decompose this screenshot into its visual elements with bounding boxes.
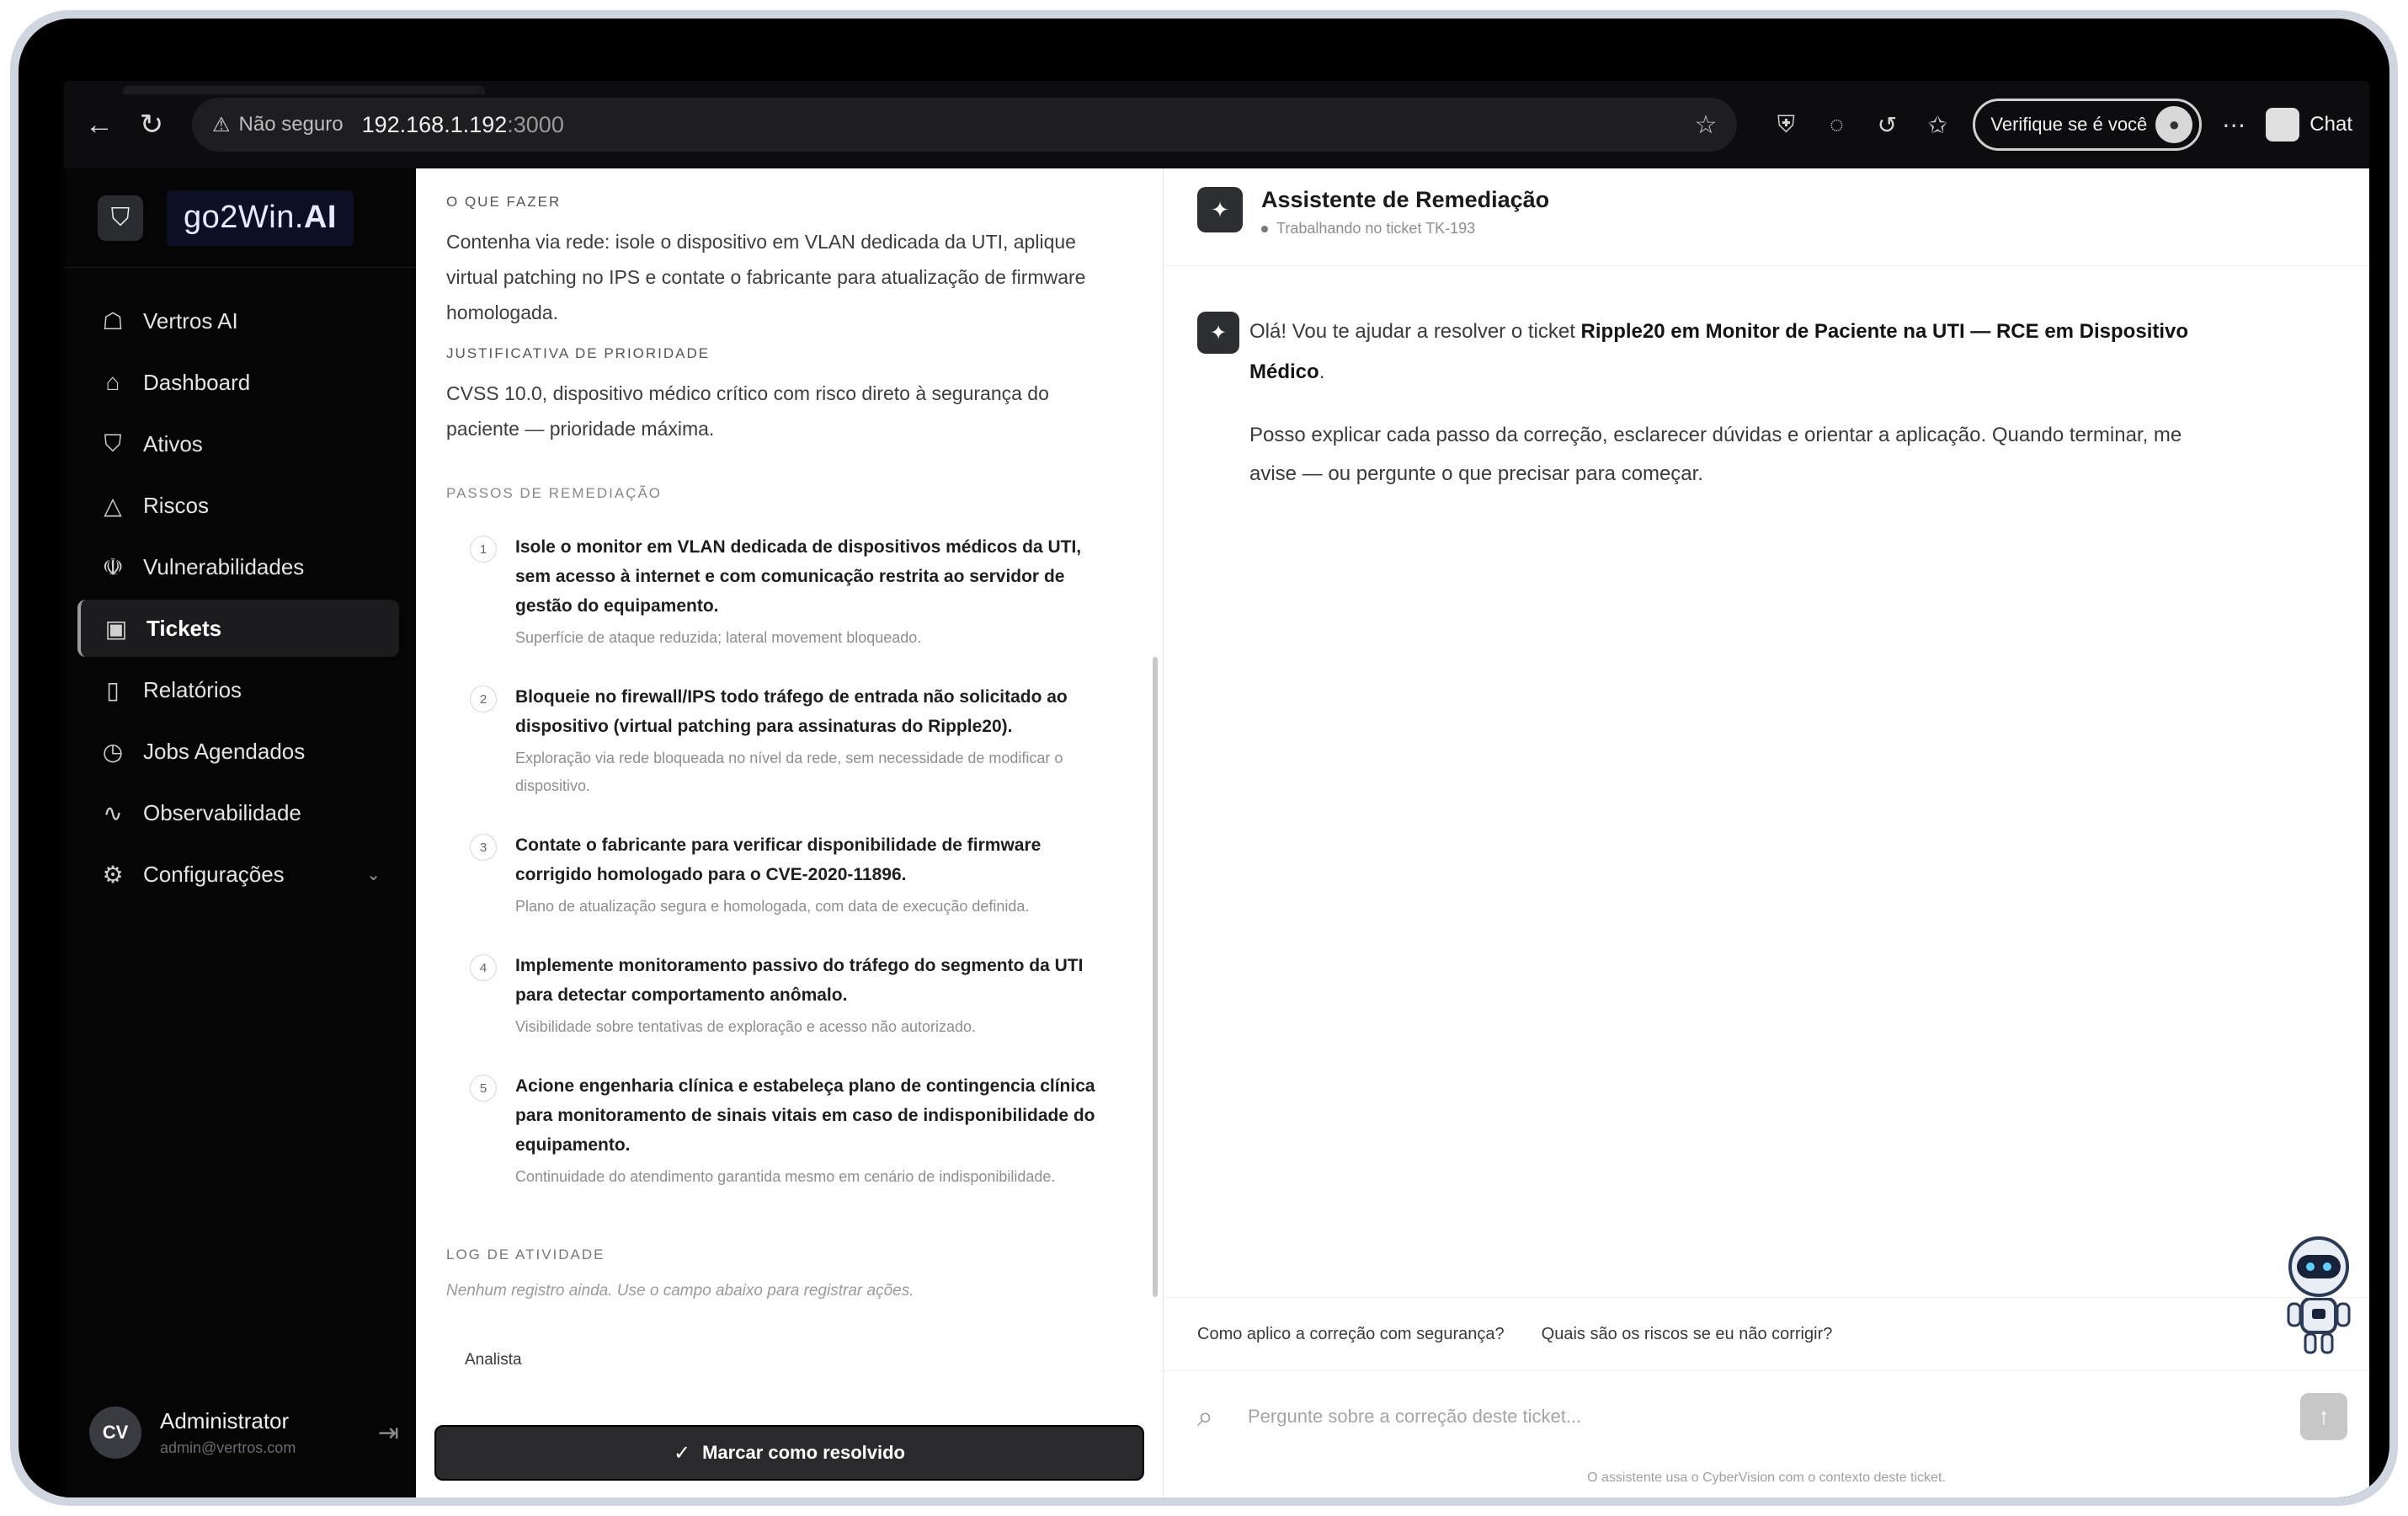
- sidebar-item-label: Riscos: [143, 492, 210, 518]
- sidebar-item-vertros-ai[interactable]: [77, 292, 399, 350]
- warning-icon: ⚠: [212, 113, 231, 136]
- step-outcome: Continuidade do atendimento garantida mesmo em cenário de indisponibilidade.: [515, 1168, 1056, 1185]
- greeting-text: [1249, 312, 2226, 392]
- user-profile[interactable]: [89, 1395, 399, 1471]
- extension-shield-icon[interactable]: ⛨: [1777, 110, 1795, 137]
- step-title: Acione engenharia clínica e estabeleça plano de contingencia clínica para monitoramento de sinais vitais em caso de indisponibilidade do equipamento.: [515, 1076, 1095, 1155]
- step-number: 2: [470, 686, 497, 713]
- gear-icon: ⚙: [102, 861, 124, 888]
- user-meta: [160, 1408, 296, 1457]
- sparkle-icon: ✦: [1197, 187, 1243, 232]
- mark-resolved-label: Marcar como resolvido: [702, 1442, 905, 1463]
- sidebar-item-jobs-agendados[interactable]: [77, 723, 399, 780]
- not-secure-label: Não seguro: [238, 113, 344, 136]
- assistant-message: [1164, 266, 2369, 494]
- assistant-heading: [1243, 187, 1549, 238]
- sidebar-item-configuracoes[interactable]: [77, 846, 399, 903]
- step-number: 3: [470, 834, 497, 861]
- sidebar-item-label: Vertros AI: [143, 307, 238, 334]
- brand-name[interactable]: [167, 190, 354, 246]
- address-bar[interactable]: [192, 98, 1737, 152]
- step-outcome: Superfície de ataque reduzida; lateral movement bloqueado.: [515, 629, 922, 646]
- steps-label: PASSOS DE REMEDIAÇÃO: [446, 485, 663, 501]
- sidebar-item-riscos[interactable]: [77, 477, 399, 534]
- shield-icon: ⛉: [104, 430, 122, 456]
- url-port: :3000: [507, 111, 564, 137]
- sidebar-item-label: Jobs Agendados: [143, 738, 306, 764]
- copilot-icon: [2266, 108, 2299, 141]
- chat-input-row: [1197, 1381, 2347, 1452]
- home-icon: ⌂: [105, 369, 120, 395]
- reload-icon[interactable]: ↻: [139, 109, 164, 141]
- logout-icon[interactable]: ⇥: [377, 1418, 399, 1447]
- sidebar-item-dashboard[interactable]: [77, 354, 399, 411]
- greeting-suffix: .: [1319, 360, 1325, 383]
- step-outcome: Exploração via rede bloqueada no nível da rede, sem necessidade de modificar o dispositivo.: [515, 750, 1063, 794]
- profile-avatar-icon: ●: [2155, 106, 2192, 143]
- step-title: Contate o fabricante para verificar disponibilidade de firmware corrigido homologado para o CVE-2020-11896.: [515, 835, 1042, 884]
- sidebar-item-label: Tickets: [147, 615, 222, 641]
- activity-icon: ∿: [103, 799, 123, 826]
- sidebar-item-label: Vulnerabilidades: [143, 553, 305, 579]
- assistant-panel: [1164, 168, 2369, 1497]
- analyst-label: Analista: [465, 1351, 522, 1369]
- assistant-footnote: O assistente usa o CyberVision com o contexto deste ticket.: [1587, 1471, 1946, 1485]
- step-number: 4: [470, 954, 497, 981]
- refresh-extension-icon[interactable]: ↺: [1877, 111, 1898, 138]
- sidebar-item-label: Configurações: [143, 861, 285, 887]
- avatar: CV: [89, 1407, 141, 1459]
- paperclip-icon[interactable]: ⌕: [1197, 1400, 1214, 1433]
- greeting-prefix: Olá! Vou te ajudar a resolver o ticket: [1249, 320, 1581, 343]
- document-icon: ▯: [106, 676, 120, 703]
- warning-icon: △: [104, 492, 122, 519]
- favorites-icon[interactable]: ✩: [1927, 111, 1948, 138]
- mark-resolved-button[interactable]: [434, 1425, 1144, 1481]
- screen: [64, 81, 2369, 1497]
- step-title: Bloqueie no firewall/IPS todo tráfego de entrada não solicitado ao dispositivo (virtual patching para assinaturas do Ripple20).: [515, 687, 1068, 736]
- sidebar-item-observabilidade[interactable]: [77, 784, 399, 841]
- device-frame: [10, 10, 2398, 1506]
- app-root: [64, 168, 2369, 1497]
- sidebar-item-relatorios[interactable]: [77, 661, 399, 718]
- remediation-step: [446, 1071, 1121, 1191]
- browser-toolbar: [64, 81, 2369, 168]
- sidebar-item-label: Ativos: [143, 430, 203, 456]
- priority-label: JUSTIFICATIVA DE PRIORIDADE: [446, 345, 711, 361]
- sidebar-nav: [64, 268, 416, 903]
- step-body: [515, 682, 1121, 800]
- assistant-header: [1164, 168, 2369, 266]
- more-options-icon[interactable]: ⋯: [2222, 111, 2246, 138]
- user-email: admin@vertros.com: [160, 1439, 296, 1456]
- sidebar: [64, 168, 416, 1497]
- what-to-do-label: O QUE FAZER: [446, 194, 562, 210]
- brand-suffix: AI: [303, 200, 337, 235]
- arrow-up-icon: ↑: [2318, 1403, 2330, 1429]
- ticket-detail-scroll[interactable]: [416, 168, 1163, 1412]
- chat-input[interactable]: [1248, 1391, 2300, 1442]
- url-host: 192.168.1.192: [361, 111, 508, 137]
- remediation-step: [446, 532, 1121, 652]
- what-to-do-text: Contenha via rede: isole o dispositivo em VLAN dedicada da UTI, aplique virtual patching no IPS e contate o fabricante para atualização de firmware homologada.: [446, 231, 1086, 323]
- sidebar-item-label: Observabilidade: [143, 799, 301, 825]
- assistant-message-text: Posso explicar cada passo da correção, esclarecer dúvidas e orientar a aplicação. Quando terminar, me avise — ou pergunte o que precisar para começar.: [1249, 424, 2182, 485]
- remediation-step: [446, 951, 1121, 1041]
- clock-icon: ◷: [102, 738, 124, 765]
- status-dot: [1261, 226, 1268, 232]
- remediation-step: [446, 830, 1121, 921]
- chat-button[interactable]: [2266, 108, 2352, 141]
- sidebar-item-vulnerabilidades[interactable]: [77, 538, 399, 595]
- step-outcome: Visibilidade sobre tentativas de exploração e acesso não autorizado.: [515, 1018, 977, 1035]
- step-body: [515, 830, 1121, 921]
- priority-text: CVSS 10.0, dispositivo médico crítico com risco direto à segurança do paciente — prioridade máxima.: [446, 382, 1049, 440]
- check-icon: ✓: [674, 1441, 691, 1465]
- sidebar-item-tickets[interactable]: [77, 600, 399, 657]
- assistant-status: [1261, 220, 1549, 238]
- send-button[interactable]: [2300, 1393, 2347, 1440]
- suggestion-chips: [1164, 1297, 2369, 1371]
- assistant-title: Assistente de Remediação: [1261, 187, 1550, 212]
- verify-profile-button[interactable]: [1973, 99, 2202, 151]
- sidebar-item-label: Dashboard: [143, 369, 251, 395]
- step-outcome: Plano de atualização segura e homologada, com data de execução definida.: [515, 898, 1030, 915]
- ticket-detail-panel: [416, 168, 1164, 1497]
- bug-icon: ☫: [102, 553, 124, 580]
- verify-label: Verifique se é você: [1990, 114, 2148, 135]
- step-body: [515, 951, 1121, 1041]
- ticket-name: Ripple20 em Monitor de Paciente na UTI — RCE em Dispositivo Médico: [1249, 320, 2189, 383]
- step-title: Implemente monitoramento passivo do tráfego do segmento da UTI para detectar comportamento anômalo.: [515, 956, 1084, 1005]
- suggestion-chip[interactable]: Quais são os riscos se eu não corrigir?: [1541, 1324, 1833, 1343]
- browser-tab-strip: [123, 86, 485, 94]
- activity-log-empty: Nenhum registro ainda. Use o campo abaixo para registrar ações.: [446, 1282, 914, 1300]
- step-number: 1: [470, 536, 497, 563]
- step-body: [515, 1071, 1121, 1191]
- sidebar-item-ativos[interactable]: [77, 415, 399, 472]
- chat-label: Chat: [2309, 113, 2352, 136]
- robot-icon: ☖: [102, 307, 124, 334]
- ticket-icon: ▣: [104, 615, 128, 642]
- brand-prefix: go2Win.: [184, 200, 304, 235]
- user-name: Administrator: [160, 1408, 290, 1433]
- assistant-status-text: Trabalhando no ticket TK-193: [1276, 220, 1476, 237]
- step-title: Isole o monitor em VLAN dedicada de dispositivos médicos da UTI, sem acesso à internet e com comunicação restrita ao servidor de gestão do equipamento.: [515, 537, 1082, 616]
- remediation-step: [446, 682, 1121, 800]
- sidebar-item-label: Relatórios: [143, 676, 242, 702]
- step-body: [515, 532, 1121, 652]
- favorite-star-icon[interactable]: ☆: [1694, 110, 1718, 139]
- sync-icon[interactable]: ◌: [1830, 111, 1844, 137]
- back-arrow-icon[interactable]: ←: [85, 108, 114, 141]
- brand: [64, 168, 416, 268]
- chevron-down-icon: ⌄: [366, 865, 381, 884]
- scrollbar[interactable]: [1153, 657, 1158, 1297]
- step-number: 5: [470, 1075, 497, 1102]
- device-bezel: [19, 19, 2389, 1497]
- message-body: [1249, 312, 2226, 494]
- suggestion-chip[interactable]: Como aplico a correção com segurança?: [1197, 1324, 1505, 1343]
- activity-log-label: LOG DE ATIVIDADE: [446, 1246, 605, 1262]
- sparkle-icon: ✦: [1197, 312, 1239, 354]
- shield-logo-icon: ⛉: [98, 195, 143, 241]
